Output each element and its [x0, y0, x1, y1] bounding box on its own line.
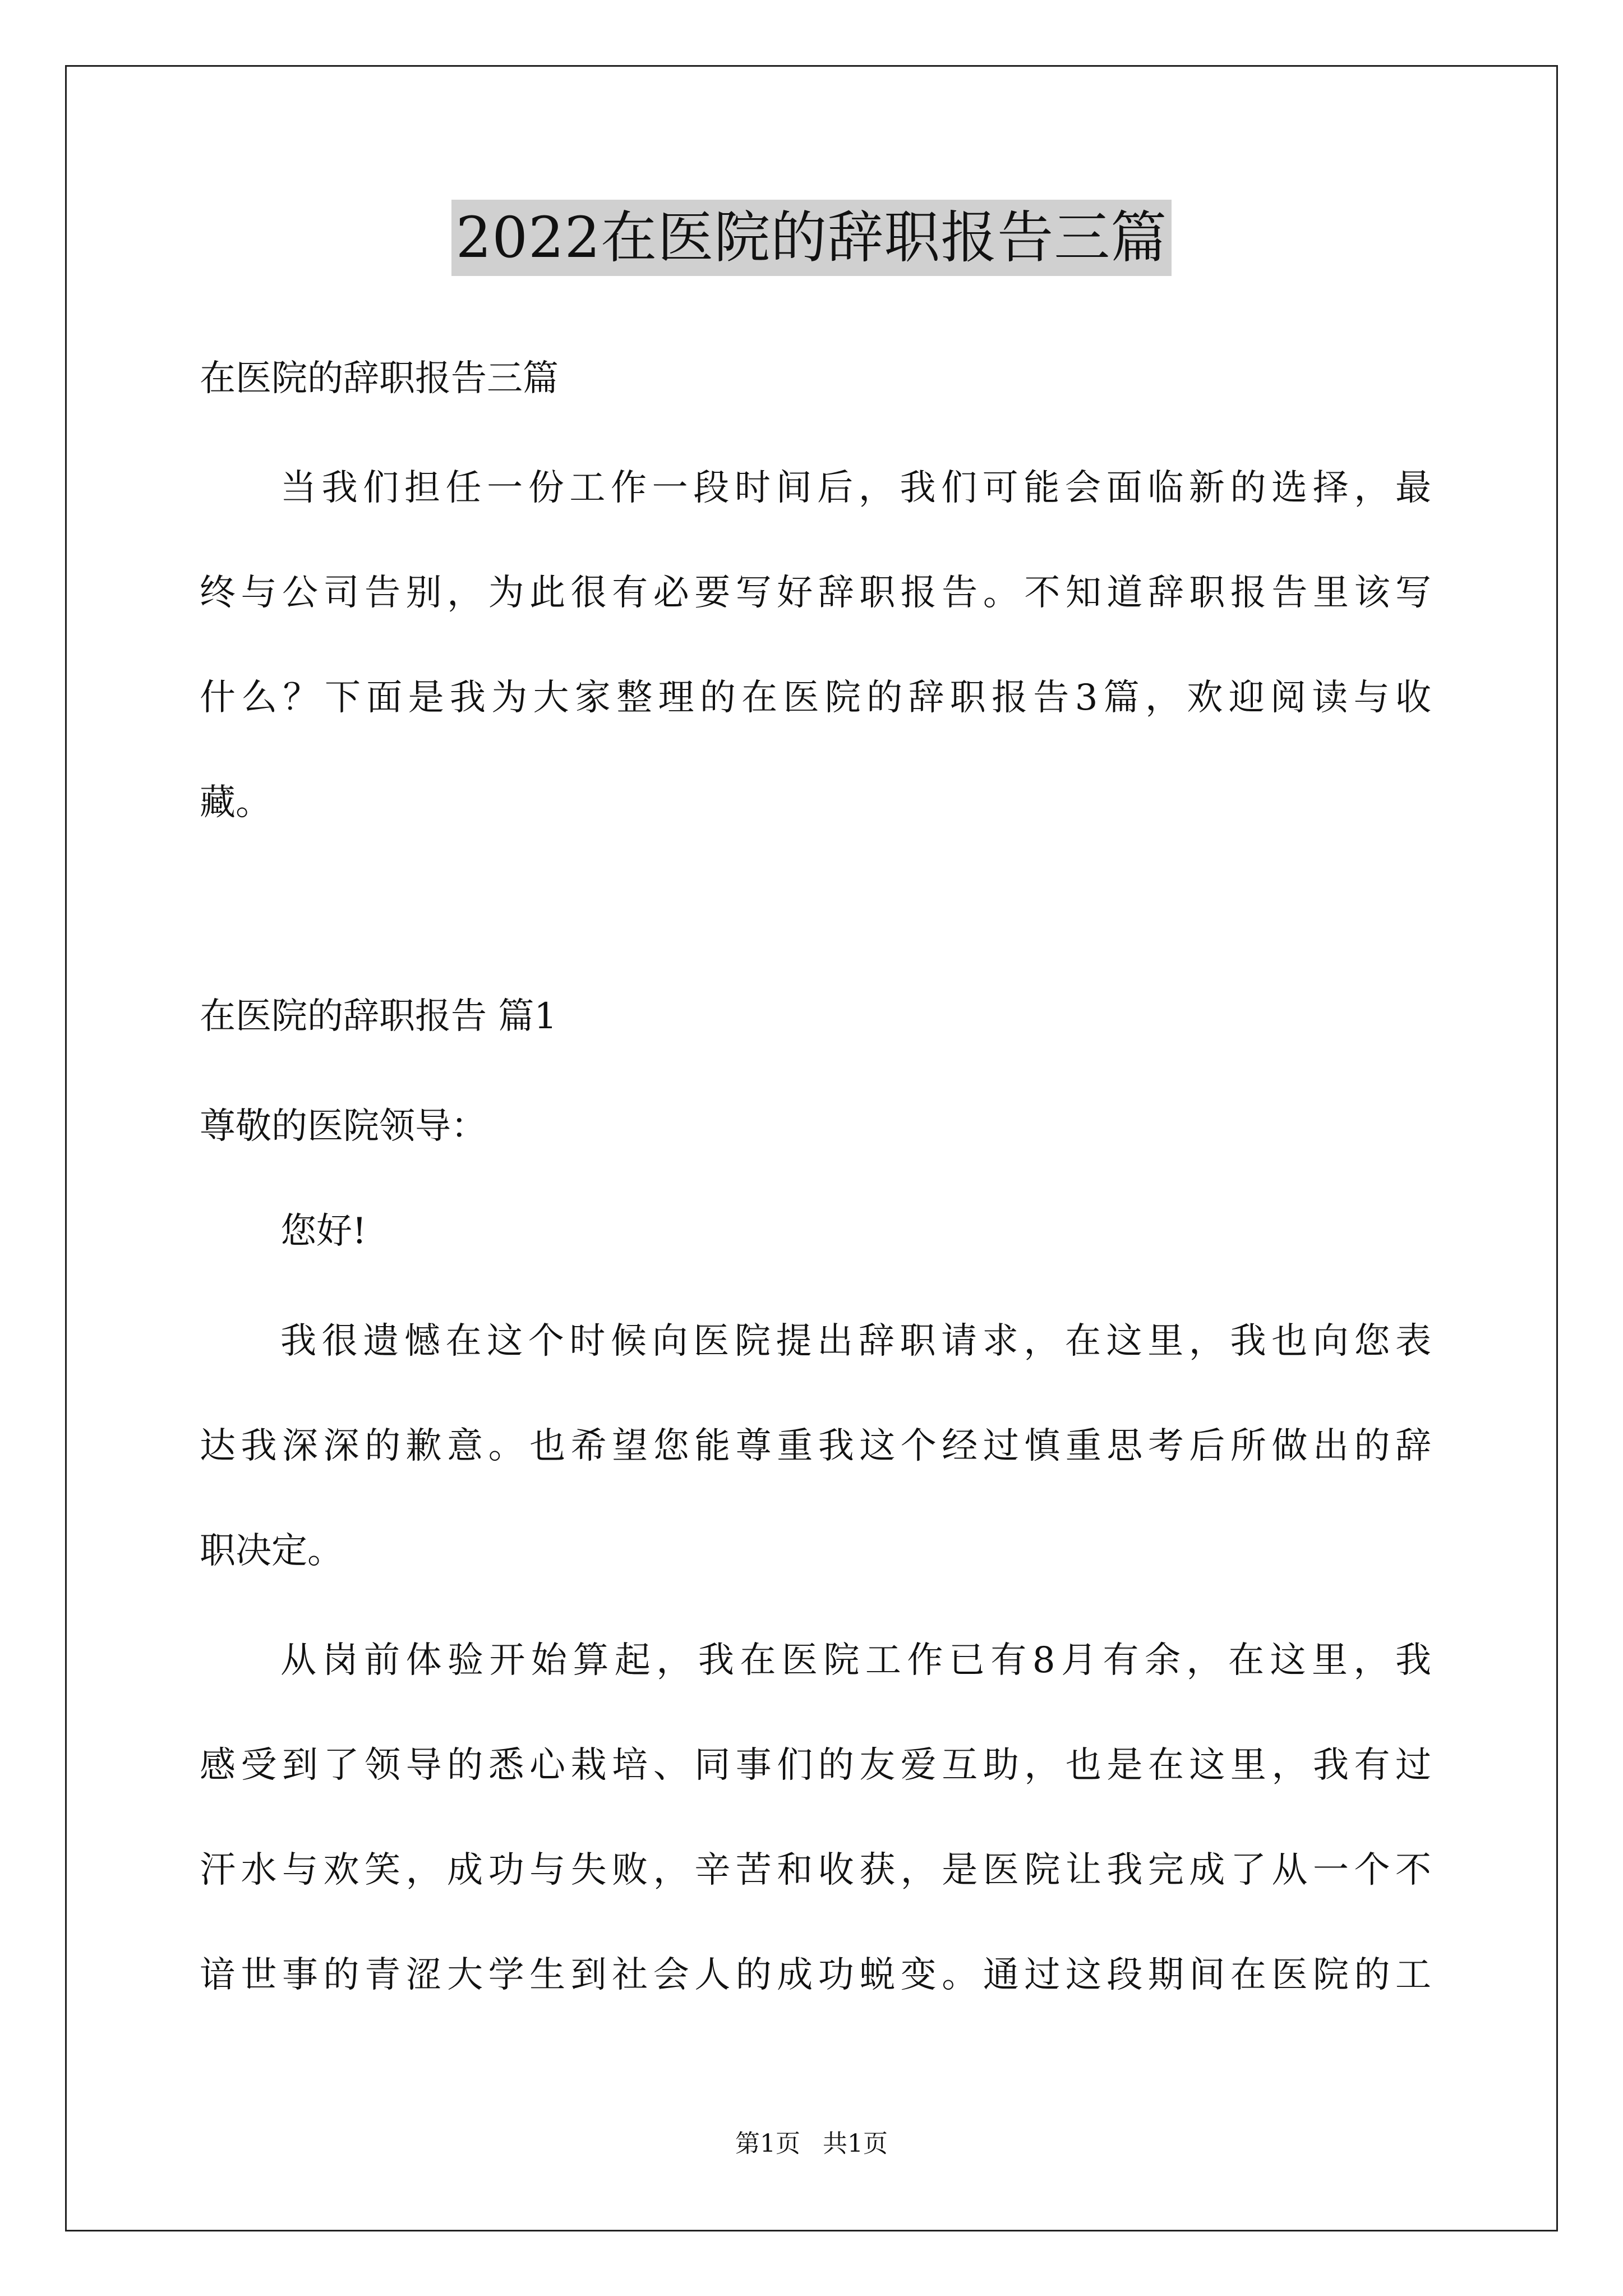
page-number: 第1页	[735, 2129, 800, 2158]
para2-line-3: 汗水与欢笑，成功与失败，辛苦和收获，是医院让我完成了从一个不	[200, 1849, 1431, 1891]
para2-line-1: 从岗前体验开始算起，我在医院工作已有8月有余，在这里，我	[280, 1640, 1431, 1681]
salutation: 尊敬的医院领导：	[200, 1106, 487, 1147]
para1-line-1: 我很遗憾在这个时候向医院提出辞职请求，在这里，我也向您表	[280, 1320, 1431, 1362]
para2-line-4: 谙世事的青涩大学生到社会人的成功蜕变。通过这段期间在医院的工	[200, 1954, 1431, 1996]
para1-line-2: 达我深深的歉意。也希望您能尊重我这个经过慎重思考后所做出的辞	[200, 1425, 1431, 1467]
intro-line-3: 什么？下面是我为大家整理的在医院的辞职报告3篇，欢迎阅读与收	[200, 677, 1431, 719]
document-title: 2022在医院的辞职报告三篇	[451, 200, 1172, 276]
intro-line-4: 藏。	[200, 782, 271, 823]
intro-line-2: 终与公司告别，为此很有必要写好辞职报告。不知道辞职报告里该写	[200, 572, 1431, 614]
para1-line-3: 职决定。	[200, 1530, 343, 1572]
page-total: 共1页	[823, 2129, 888, 2158]
title-wrap	[0, 200, 1623, 276]
para2-line-2: 感受到了领导的悉心栽培、同事们的友爱互助，也是在这里，我有过	[200, 1745, 1431, 1786]
subtitle-line: 在医院的辞职报告三篇	[200, 358, 559, 399]
intro-line-1: 当我们担任一份工作一段时间后，我们可能会面临新的选择，最	[280, 467, 1431, 509]
greeting: 您好!	[280, 1211, 367, 1252]
page-footer	[0, 2128, 1623, 2160]
section-heading: 在医院的辞职报告 篇1	[200, 996, 557, 1037]
